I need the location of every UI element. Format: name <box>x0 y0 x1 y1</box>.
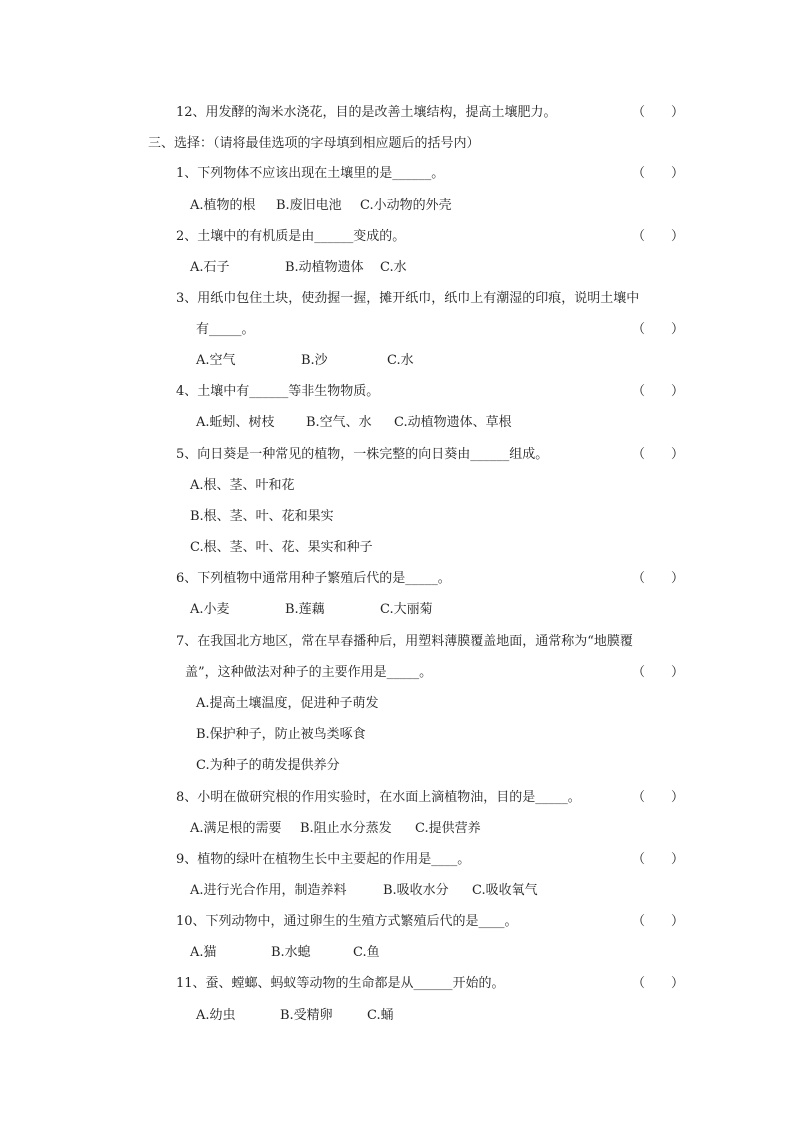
question-9-option-c: C.吸收氧气 <box>472 883 538 898</box>
question-3-option-a: A.空气 <box>196 353 236 368</box>
question-2-option-a: A.石子 <box>190 260 230 275</box>
question-7-text: 7、在我国北方地区，常在早春播种后，用塑料薄膜覆盖地面，通常称为“地膜覆 <box>176 634 633 649</box>
question-10-option-c: C.鱼 <box>353 945 380 960</box>
question-10-option-a: A.猫 <box>190 945 217 960</box>
question-1-option-b: B.废旧电池 <box>276 198 342 213</box>
question-6-option-a: A.小麦 <box>190 602 230 617</box>
question-9-option-a: A.进行光合作用，制造养料 <box>190 883 347 898</box>
question-8-option-a: A.满足根的需要 <box>190 821 282 836</box>
question-11-text: 11、蚕、螳螂、蚂蚁等动物的生命都是从______开始的。 <box>176 976 505 991</box>
question-1-text: 1、下列物体不应该出现在土壤里的是______。 <box>176 166 445 181</box>
answer-bracket-8: （ ） <box>632 790 685 805</box>
question-2-text: 2、土壤中的有机质是由______变成的。 <box>176 229 406 244</box>
question-5-option-b: B.根、茎、叶、花和果实 <box>190 509 334 524</box>
question-11-option-c: C.蛹 <box>367 1008 394 1023</box>
answer-bracket-12: （ ） <box>632 105 685 120</box>
question-9-text: 9、植物的绿叶在植物生长中主要起的作用是____。 <box>176 852 471 867</box>
answer-bracket-11: （ ） <box>632 976 685 991</box>
question-8-text: 8、小明在做研究根的作用实验时，在水面上滴植物油，目的是_____。 <box>176 790 581 805</box>
answer-bracket-4: （ ） <box>632 384 685 399</box>
question-7-option-c: C.为种子的萌发提供养分 <box>196 758 340 773</box>
question-5-text: 5、向日葵是一种常见的植物，一株完整的向日葵由______组成。 <box>176 447 549 462</box>
question-8-option-c: C.提供营养 <box>415 821 481 836</box>
answer-bracket-7: （ ） <box>632 665 685 680</box>
question-2-option-c: C.水 <box>380 260 407 275</box>
question-5-option-a: A.根、茎、叶和花 <box>190 478 295 493</box>
question-3-text-continued: 有_____。 <box>196 322 255 337</box>
question-7-option-a: A.提高土壤温度，促进种子萌发 <box>196 696 379 711</box>
question-6-option-b: B.莲藕 <box>285 602 325 617</box>
question-12-text: 12、用发酵的淘米水浇花，目的是改善土壤结构，提高土壤肥力。 <box>176 105 557 120</box>
question-3-option-b: B.沙 <box>301 353 328 368</box>
question-5-option-c: C.根、茎、叶、花、果实和种子 <box>190 540 373 555</box>
answer-bracket-3: （ ） <box>632 322 685 337</box>
section-heading: 三、选择：（请将最佳选项的字母填到相应题后的括号内） <box>148 136 480 151</box>
question-10-text: 10、下列动物中，通过卵生的生殖方式繁殖后代的是____。 <box>176 914 518 929</box>
question-2-option-b: B.动植物遗体 <box>285 260 364 275</box>
question-3-text: 3、用纸巾包住土块，使劲握一握，摊开纸巾，纸巾上有潮湿的印痕，说明土壤中 <box>176 291 640 306</box>
question-1-option-c: C.小动物的外壳 <box>360 198 452 213</box>
question-4-option-c: C.动植物遗体、草根 <box>394 415 512 430</box>
question-6-option-c: C.大丽菊 <box>380 602 433 617</box>
question-9-option-b: B.吸收水分 <box>383 883 449 898</box>
answer-bracket-6: （ ） <box>632 571 685 586</box>
question-8-option-b: B.阻止水分蒸发 <box>300 821 392 836</box>
answer-bracket-9: （ ） <box>632 852 685 867</box>
answer-bracket-2: （ ） <box>632 229 685 244</box>
answer-bracket-1: （ ） <box>632 166 685 181</box>
question-6-text: 6、下列植物中通常用种子繁殖后代的是_____。 <box>176 571 451 586</box>
question-4-option-a: A.蚯蚓、树枝 <box>196 415 275 430</box>
answer-bracket-10: （ ） <box>632 914 685 929</box>
question-10-option-b: B.水螅 <box>271 945 311 960</box>
answer-bracket-5: （ ） <box>632 447 685 462</box>
question-3-option-c: C.水 <box>387 353 414 368</box>
question-1-option-a: A.植物的根 <box>190 198 256 213</box>
question-7-option-b: B.保护种子，防止被鸟类啄食 <box>196 727 366 742</box>
question-11-option-b: B.受精卵 <box>280 1008 333 1023</box>
question-4-text: 4、土壤中有______等非生物物质。 <box>176 384 380 399</box>
question-7-text-continued: 盖”，这种做法对种子的主要作用是_____。 <box>185 665 433 680</box>
question-11-option-a: A.幼虫 <box>196 1008 236 1023</box>
question-4-option-b: B.空气、水 <box>306 415 372 430</box>
